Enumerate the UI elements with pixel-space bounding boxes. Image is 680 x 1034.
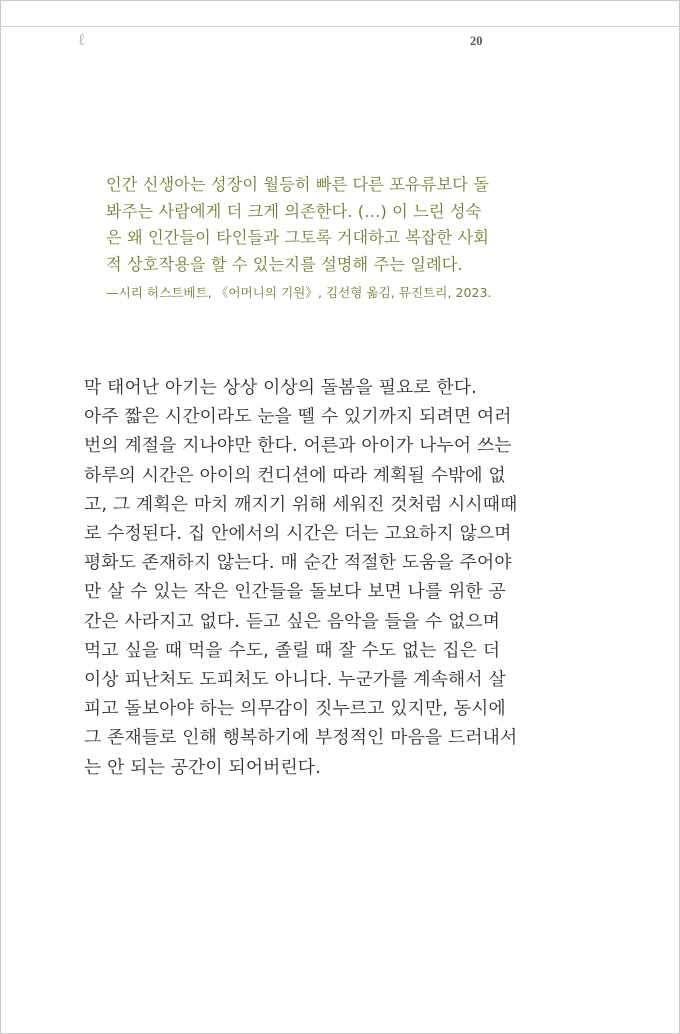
corner-mark: ℓ: [75, 29, 87, 50]
body-line: 피고 돌보아야 하는 의무감이 짓누르고 있지만, 동시에: [84, 698, 506, 720]
body-line: 이상 피난처도 도피처도 아니다. 누군가를 계속해서 살: [84, 669, 506, 691]
quote-line: 은 왜 인간들이 타인들과 그토록 거대하고 복잡한 사회: [106, 228, 489, 247]
body-line: 로 수정된다. 집 안에서의 시간은 더는 고요하지 않으며: [84, 523, 512, 545]
body-line: 하루의 시간은 아이의 컨디션에 따라 계획될 수밖에 없: [84, 464, 506, 486]
body-paragraph: [84, 373, 518, 782]
body-line: 아주 짧은 시간이라도 눈을 뗄 수 있기까지 되려면 여러: [84, 406, 512, 428]
body-line: 고, 그 계획은 마치 깨지기 위해 세워진 것처럼 시시때때: [84, 493, 518, 515]
body-line: 그 존재들로 인해 행복하기에 부정적인 마음을 드러내서: [84, 727, 518, 749]
quote-line: 적 상호작용을 할 수 있는지를 설명해 주는 일례다.: [106, 254, 463, 274]
quote-source: —시리 허스트베트, 《어머니의 기원》, 김선형 옮김, 뮤진트리, 2023.: [106, 285, 492, 300]
body-line: 는 안 되는 공간이 되어버린다.: [84, 756, 321, 778]
quote-line: 인간 신생아는 성장이 월등히 빠른 다른 포유류보다 돌: [106, 175, 489, 194]
body-line: 평화도 존재하지 않는다. 매 순간 적절한 도움을 주어야: [84, 552, 512, 574]
epigraph-quote: [106, 172, 492, 302]
header-rule: [0, 26, 680, 27]
body-line: 간은 사라지고 없다. 듣고 싶은 음악을 들을 수 없으며: [84, 610, 501, 632]
quote-line: 봐주는 사람에게 더 크게 의존한다. (…) 이 느린 성숙: [106, 201, 482, 221]
body-line: 번의 계절을 지나야만 한다. 어른과 아이가 나누어 쓰는: [84, 435, 512, 457]
body-line: 막 태어난 아기는 상상 이상의 돌봄을 필요로 한다.: [84, 377, 477, 398]
page-number: 20: [470, 34, 483, 48]
body-line: 먹고 싶을 때 먹을 수도, 졸릴 때 잘 수도 없는 집은 더: [84, 639, 501, 661]
body-line: 만 살 수 있는 작은 인간들을 돌보다 보면 나를 위한 공: [84, 581, 506, 603]
